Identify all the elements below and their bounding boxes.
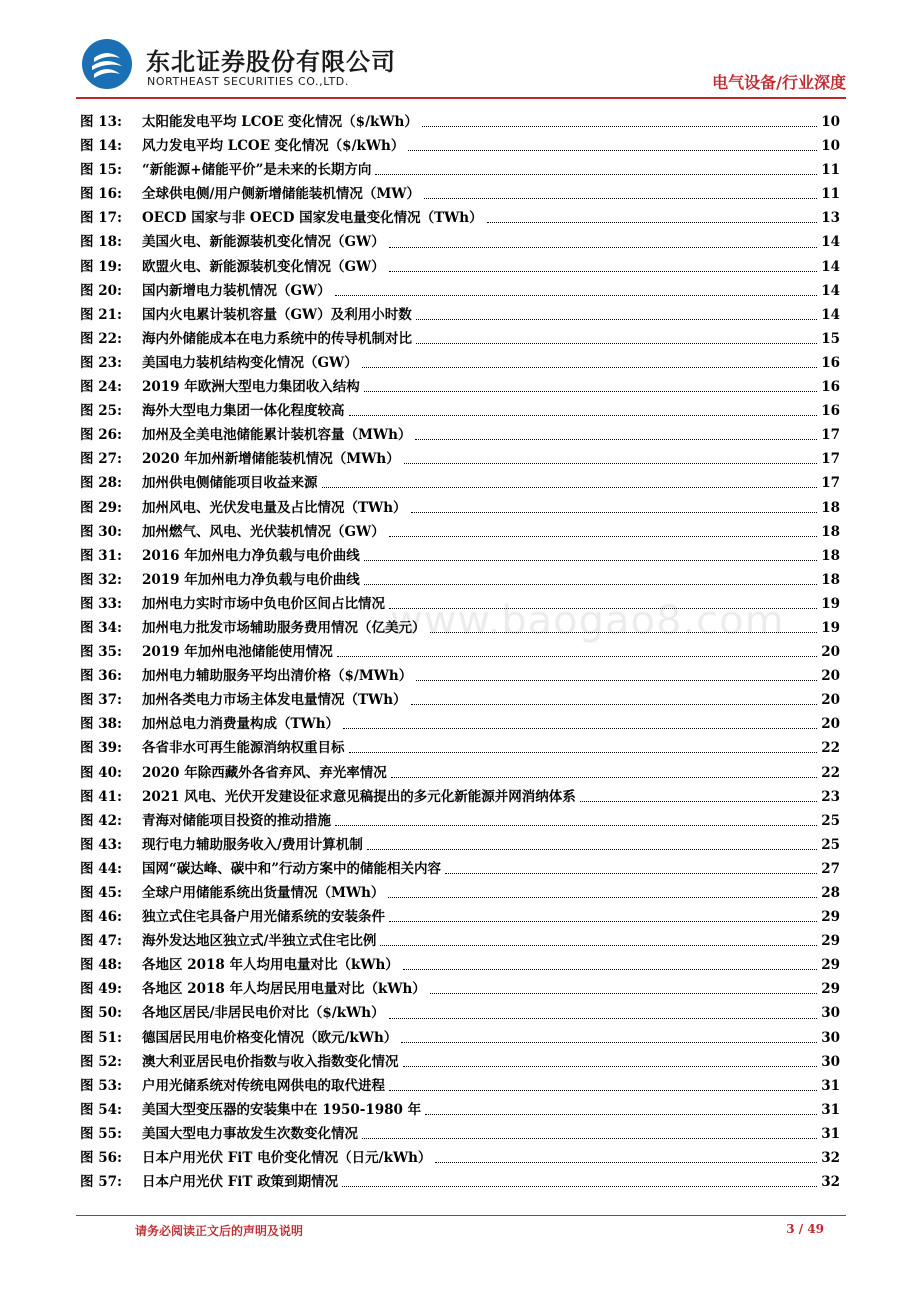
toc-entry[interactable]	[80, 279, 840, 303]
toc-figure-title: “新能源+储能平价”是未来的长期方向	[142, 162, 372, 179]
toc-figure-title: 德国居民用电价格变化情况（欧元/kWh）	[142, 1029, 398, 1046]
figure-index-list	[80, 110, 840, 1194]
toc-figure-title: 户用光储系统对传统电网供电的取代进程	[142, 1077, 385, 1094]
toc-dot-leader	[430, 992, 817, 994]
toc-figure-label: 图 56:	[80, 1150, 122, 1167]
toc-figure-label: 图 18:	[80, 234, 122, 251]
toc-figure-title: 加州电力辅助服务平均出清价格（$/MWh）	[142, 668, 413, 685]
toc-figure-title: 2019 年加州电池储能使用情况	[142, 644, 333, 661]
toc-figure-label: 图 38:	[80, 716, 122, 733]
toc-page-number: 17	[821, 451, 840, 468]
toc-dot-leader	[389, 1089, 817, 1091]
toc-page-number: 27	[821, 860, 840, 877]
toc-page-number: 18	[821, 523, 840, 540]
toc-figure-title: 美国大型变压器的安装集中在 1950-1980 年	[142, 1101, 422, 1118]
toc-dot-leader	[388, 896, 817, 898]
toc-figure-title: 美国电力装机结构变化情况（GW）	[142, 354, 358, 371]
toc-entry[interactable]	[80, 471, 840, 495]
toc-figure-label: 图 14:	[80, 138, 122, 155]
toc-page-number: 17	[821, 475, 840, 492]
toc-dot-leader	[367, 848, 817, 850]
toc-figure-label: 图 29:	[80, 499, 122, 516]
toc-page-number: 31	[821, 1101, 840, 1118]
toc-dot-leader	[380, 944, 817, 946]
toc-dot-leader	[403, 968, 817, 970]
toc-page-number: 30	[821, 1029, 840, 1046]
toc-figure-label: 图 36:	[80, 668, 122, 685]
toc-entry[interactable]	[80, 423, 840, 447]
toc-entry[interactable]	[80, 1026, 840, 1050]
toc-dot-leader	[401, 1041, 817, 1043]
toc-figure-title: 各地区 2018 年人均居民用电量对比（kWh）	[142, 981, 426, 998]
toc-entry[interactable]	[80, 761, 840, 785]
toc-entry[interactable]	[80, 977, 840, 1001]
toc-page-number: 10	[821, 114, 840, 130]
toc-page-number: 28	[821, 885, 840, 901]
toc-entry[interactable]	[80, 953, 840, 977]
toc-dot-leader	[362, 1137, 817, 1139]
toc-page-number: 29	[821, 933, 840, 950]
toc-dot-leader	[337, 655, 817, 657]
toc-page-number: 23	[821, 788, 840, 805]
toc-figure-label: 图 24:	[80, 379, 122, 396]
toc-page-number: 29	[821, 957, 840, 974]
toc-dot-leader	[342, 1185, 817, 1187]
toc-dot-leader	[389, 246, 818, 248]
toc-page-number: 20	[821, 668, 840, 685]
toc-dot-leader	[445, 872, 817, 874]
toc-dot-leader	[487, 221, 818, 223]
toc-dot-leader	[375, 173, 817, 175]
toc-figure-title: 现行电力辅助服务收入/费用计算机制	[142, 836, 363, 853]
toc-figure-label: 图 53:	[80, 1077, 122, 1094]
toc-entry[interactable]	[80, 568, 840, 592]
toc-dot-leader	[364, 390, 817, 392]
toc-entry[interactable]	[80, 712, 840, 736]
toc-figure-label: 图 46:	[80, 909, 122, 926]
toc-figure-label: 图 57:	[80, 1174, 122, 1191]
toc-dot-leader	[389, 1017, 818, 1019]
toc-entry[interactable]	[80, 785, 840, 809]
toc-figure-title: 加州燃气、风电、光伏装机情况（GW）	[142, 523, 385, 540]
toc-entry[interactable]	[80, 375, 840, 399]
toc-figure-label: 图 45:	[80, 885, 122, 901]
toc-entry[interactable]	[80, 857, 840, 881]
toc-figure-title: 欧盟火电、新能源装机变化情况（GW）	[142, 258, 385, 275]
toc-figure-title: 加州总电力消费量构成（TWh）	[142, 716, 340, 733]
footer-divider	[76, 1215, 846, 1216]
toc-figure-label: 图 37:	[80, 692, 122, 709]
toc-entry[interactable]	[80, 496, 840, 520]
toc-figure-title: 青海对储能项目投资的推动措施	[142, 812, 331, 829]
toc-figure-label: 图 42:	[80, 812, 122, 829]
toc-figure-label: 图 35:	[80, 644, 122, 661]
toc-page-number: 14	[821, 234, 840, 251]
toc-figure-title: 太阳能发电平均 LCOE 变化情况（$/kWh）	[142, 114, 418, 130]
toc-page-number: 29	[821, 909, 840, 926]
toc-entry[interactable]	[80, 182, 840, 206]
toc-dot-leader	[408, 149, 817, 151]
toc-page-number: 18	[821, 547, 840, 564]
toc-figure-label: 图 55:	[80, 1125, 122, 1142]
toc-figure-label: 图 54:	[80, 1101, 122, 1118]
toc-figure-title: 日本户用光伏 FiT 政策到期情况	[142, 1174, 339, 1191]
toc-figure-title: 加州各类电力市场主体发电量情况（TWh）	[142, 692, 407, 709]
toc-dot-leader	[389, 535, 818, 537]
toc-page-number: 32	[821, 1174, 840, 1191]
toc-figure-label: 图 22:	[80, 330, 122, 347]
toc-entry[interactable]	[80, 881, 840, 905]
toc-dot-leader	[404, 462, 818, 464]
toc-dot-leader	[335, 824, 817, 826]
report-category: 电气设备/行业深度	[712, 73, 846, 92]
toc-page-number: 11	[821, 186, 840, 203]
toc-figure-title: 2020 年加州新增储能装机情况（MWh）	[142, 451, 400, 468]
toc-entry[interactable]	[80, 544, 840, 568]
toc-figure-label: 图 30:	[80, 523, 122, 540]
toc-dot-leader	[415, 438, 817, 440]
toc-figure-title: 加州电力实时市场中负电价区间占比情况	[142, 595, 385, 612]
toc-figure-label: 图 48:	[80, 957, 122, 974]
toc-figure-title: 全球户用储能系统出货量情况（MWh）	[142, 885, 385, 901]
toc-page-number: 22	[821, 740, 840, 757]
toc-figure-label: 图 39:	[80, 740, 122, 757]
toc-figure-label: 图 31:	[80, 547, 122, 564]
toc-figure-label: 图 32:	[80, 571, 122, 588]
toc-figure-title: 美国火电、新能源装机变化情况（GW）	[142, 234, 385, 251]
toc-figure-title: 海外发达地区独立式/半独立式住宅比例	[142, 933, 377, 950]
toc-entry[interactable]	[80, 134, 840, 158]
toc-figure-title: 国内新增电力装机情况（GW）	[142, 282, 331, 299]
toc-dot-leader	[391, 776, 817, 778]
toc-figure-label: 图 25:	[80, 403, 122, 420]
toc-figure-title: 美国大型电力事故发生次数变化情况	[142, 1125, 358, 1142]
toc-page-number: 30	[821, 1005, 840, 1022]
toc-page-number: 18	[821, 499, 840, 516]
toc-entry[interactable]	[80, 1074, 840, 1098]
toc-figure-title: 海内外储能成本在电力系统中的传导机制对比	[142, 330, 412, 347]
toc-page-number: 10	[821, 138, 840, 155]
toc-figure-label: 图 40:	[80, 764, 122, 781]
toc-entry[interactable]	[80, 1122, 840, 1146]
footer-disclaimer: 请务必阅读正文后的声明及说明	[135, 1224, 304, 1238]
toc-dot-leader	[349, 414, 818, 416]
toc-dot-leader	[435, 1161, 817, 1163]
footer-page-number: 3 / 49	[786, 1222, 824, 1236]
toc-dot-leader	[411, 703, 818, 705]
toc-figure-title: 各地区 2018 年人均用电量对比（kWh）	[142, 957, 399, 974]
toc-page-number: 17	[821, 427, 840, 444]
toc-figure-label: 图 49:	[80, 981, 122, 998]
toc-figure-label: 图 34:	[80, 619, 122, 636]
toc-figure-label: 图 20:	[80, 282, 122, 299]
company-name-en: NORTHEAST SECURITIES CO.,LTD.	[147, 75, 349, 88]
toc-dot-leader	[364, 559, 817, 561]
company-logo-icon	[81, 38, 133, 90]
toc-figure-title: 加州供电侧储能项目收益来源	[142, 475, 318, 492]
toc-figure-title: 国内火电累计装机容量（GW）及利用小时数	[142, 306, 412, 323]
toc-figure-label: 图 27:	[80, 451, 122, 468]
toc-figure-label: 图 41:	[80, 788, 122, 805]
toc-entry[interactable]	[80, 736, 840, 760]
page-header	[0, 0, 920, 100]
toc-entry[interactable]	[80, 351, 840, 375]
toc-figure-title: 2020 年除西藏外各省弃风、弃光率情况	[142, 764, 387, 781]
header-divider	[76, 97, 846, 99]
toc-page-number: 25	[821, 836, 840, 853]
toc-page-number: 25	[821, 812, 840, 829]
toc-figure-title: 加州风电、光伏发电量及占比情况（TWh）	[142, 499, 407, 516]
toc-figure-label: 图 33:	[80, 595, 122, 612]
toc-figure-title: 风力发电平均 LCOE 变化情况（$/kWh）	[142, 138, 405, 155]
toc-entry[interactable]	[80, 809, 840, 833]
toc-entry[interactable]	[80, 520, 840, 544]
toc-entry[interactable]	[80, 833, 840, 857]
toc-figure-label: 图 43:	[80, 836, 122, 853]
toc-figure-label: 图 52:	[80, 1053, 122, 1070]
toc-page-number: 14	[821, 258, 840, 275]
toc-figure-label: 图 17:	[80, 210, 122, 227]
toc-figure-title: OECD 国家与非 OECD 国家发电量变化情况（TWh）	[142, 210, 483, 227]
toc-entry[interactable]	[80, 206, 840, 230]
toc-page-number: 18	[821, 571, 840, 588]
toc-dot-leader	[362, 366, 818, 368]
toc-dot-leader	[335, 294, 818, 296]
toc-dot-leader	[389, 920, 817, 922]
toc-dot-leader	[416, 318, 818, 320]
toc-entry[interactable]	[80, 1050, 840, 1074]
toc-figure-title: 各省非水可再生能源消纳权重目标	[142, 740, 345, 757]
toc-entry[interactable]	[80, 303, 840, 327]
toc-figure-label: 图 28:	[80, 475, 122, 492]
toc-entry[interactable]	[80, 255, 840, 279]
toc-page-number: 20	[821, 644, 840, 661]
toc-figure-label: 图 13:	[80, 114, 122, 130]
toc-page-number: 31	[821, 1077, 840, 1094]
toc-dot-leader	[425, 1113, 817, 1115]
toc-page-number: 19	[821, 595, 840, 612]
toc-page-number: 19	[821, 619, 840, 636]
toc-dot-leader	[422, 125, 817, 127]
toc-entry[interactable]	[80, 688, 840, 712]
toc-figure-label: 图 26:	[80, 427, 122, 444]
toc-entry[interactable]	[80, 1146, 840, 1170]
toc-page-number: 13	[821, 210, 840, 227]
toc-dot-leader	[580, 800, 817, 802]
toc-figure-title: 全球供电侧/用户侧新增储能装机情况（MW）	[142, 186, 421, 203]
toc-dot-leader	[343, 727, 817, 729]
toc-entry[interactable]	[80, 230, 840, 254]
toc-dot-leader	[424, 197, 817, 199]
toc-figure-title: 2021 风电、光伏开发建设征求意见稿提出的多元化新能源并网消纳体系	[142, 788, 576, 805]
toc-dot-leader	[416, 342, 817, 344]
toc-dot-leader	[403, 1065, 818, 1067]
toc-figure-title: 国网“碳达峰、碳中和”行动方案中的储能相关内容	[142, 860, 442, 877]
toc-entry[interactable]	[80, 929, 840, 953]
toc-dot-leader	[411, 511, 818, 513]
toc-page-number: 30	[821, 1053, 840, 1070]
toc-figure-title: 各地区居民/非居民电价对比（$/kWh）	[142, 1005, 385, 1022]
toc-page-number: 20	[821, 692, 840, 709]
toc-figure-label: 图 19:	[80, 258, 122, 275]
toc-figure-label: 图 16:	[80, 186, 122, 203]
toc-entry[interactable]	[80, 158, 840, 182]
toc-figure-title: 加州及全美电池储能累计装机容量（MWh）	[142, 427, 412, 444]
toc-dot-leader	[349, 751, 818, 753]
toc-entry[interactable]	[80, 327, 840, 351]
toc-figure-label: 图 44:	[80, 860, 122, 877]
toc-entry[interactable]	[80, 399, 840, 423]
company-name-cn: 东北证券股份有限公司	[146, 48, 396, 76]
toc-entry[interactable]	[80, 1170, 840, 1194]
toc-dot-leader	[416, 679, 817, 681]
toc-figure-title: 2016 年加州电力净负载与电价曲线	[142, 547, 360, 564]
toc-dot-leader	[322, 486, 818, 488]
toc-page-number: 14	[821, 282, 840, 299]
toc-entry[interactable]	[80, 447, 840, 471]
toc-dot-leader	[364, 583, 817, 585]
toc-page-number: 15	[821, 330, 840, 347]
toc-entry[interactable]	[80, 905, 840, 929]
toc-page-number: 16	[821, 403, 840, 420]
toc-entry[interactable]	[80, 664, 840, 688]
toc-figure-title: 2019 年欧洲大型电力集团收入结构	[142, 379, 360, 396]
toc-figure-title: 加州电力批发市场辅助服务费用情况（亿美元）	[142, 619, 426, 636]
toc-figure-title: 独立式住宅具备户用光储系统的安装条件	[142, 909, 385, 926]
toc-figure-title: 2019 年加州电力净负载与电价曲线	[142, 571, 360, 588]
toc-page-number: 16	[821, 354, 840, 371]
toc-page-number: 20	[821, 716, 840, 733]
toc-page-number: 29	[821, 981, 840, 998]
toc-page-number: 32	[821, 1150, 840, 1167]
toc-figure-title: 澳大利亚居民电价指数与收入指数变化情况	[142, 1053, 399, 1070]
toc-figure-label: 图 50:	[80, 1005, 122, 1022]
toc-page-number: 16	[821, 379, 840, 396]
toc-dot-leader	[389, 270, 818, 272]
watermark: www.baogao8.com	[390, 598, 785, 644]
toc-figure-title: 日本户用光伏 FiT 电价变化情况（日元/kWh）	[142, 1150, 432, 1167]
toc-figure-label: 图 21:	[80, 306, 122, 323]
toc-entry[interactable]	[80, 1001, 840, 1025]
toc-figure-label: 图 47:	[80, 933, 122, 950]
toc-entry[interactable]	[80, 1098, 840, 1122]
toc-figure-label: 图 15:	[80, 162, 122, 179]
toc-page-number: 11	[821, 162, 840, 179]
toc-page-number: 22	[821, 764, 840, 781]
toc-page-number: 31	[821, 1125, 840, 1142]
toc-figure-title: 海外大型电力集团一体化程度较高	[142, 403, 345, 420]
toc-figure-label: 图 51:	[80, 1029, 122, 1046]
toc-entry[interactable]	[80, 110, 840, 134]
toc-figure-label: 图 23:	[80, 354, 122, 371]
toc-page-number: 14	[821, 306, 840, 323]
